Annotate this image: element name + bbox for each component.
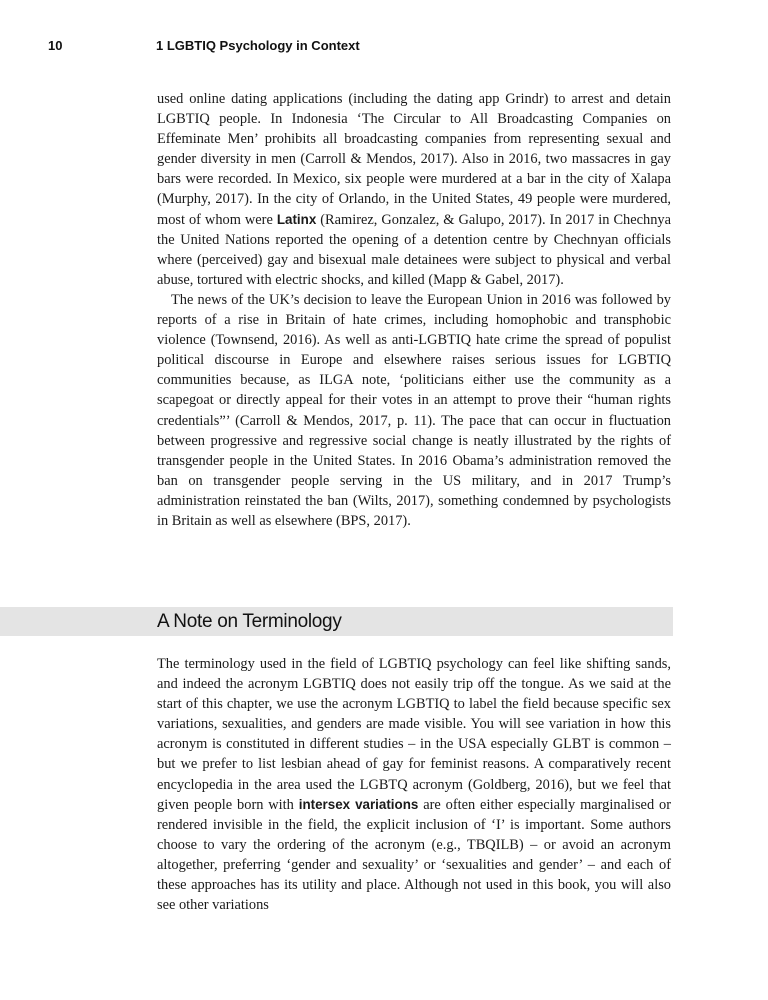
paragraph-text: The terminology used in the field of LGBTIQ psychology can feel like shifting sands, and indeed the acronym LGBTIQ does not easily trip off the tongue. As we said at the start of this chapter, we use the acronym LGBTIQ to label the field because specific sex variations, sexualities, and genders are made visible. You will see variation in how this acronym is constituted in different studies – in the USA especially GLBT is common – but we prefer to list lesbian ahead of gay for feminist reasons. A comparatively recent encyclopedia in the area used the LGBTQ acronym (Goldberg, 2016), but we feel that given people born with: [157, 656, 671, 813]
text-block-lower: [157, 654, 671, 915]
chapter-heading: 1 LGBTIQ Psychology in Context: [156, 38, 360, 53]
text-block-upper: [157, 89, 671, 531]
paragraph-text: are often either especially marginalised or rendered invisible in the field, the explicit inclusion of ‘I’ is important. Some authors choose to vary the ordering of the acronym (e.g., TBQILB) – or avoid an acronym altogether, preferring ‘gender and sexuality’ or ‘sexualities and gender’ – and each of these approaches has its utility and place. Although not used in this book, you will also see other variations: [157, 796, 671, 914]
section-title: A Note on Terminology: [157, 611, 342, 632]
glossary-term-latinx: Latinx: [276, 211, 317, 227]
paragraph: The news of the UK’s decision to leave the European Union in 2016 was followed by reports of a rise in Britain of hate crimes, including homophobic and transphobic violence (Townsend, 2016). As well as anti-LGBTIQ hate crime the spread of populist political discourse in Europe and elsewhere raises serious issues for LGBTIQ communities because, as ILGA note, ‘politicians either use the community as a scapegoat or directly appeal for their votes in an attempt to prove their “human rights credentials”’ (Carroll & Mendos, 2017, p. 11). The pace that can occur in fluctuation between progressive and regressive social change is neatly illustrated by the rights of transgender people in the United States. In 2016 Obama’s administration removed the ban on transgender people serving in the US military, and in 2017 Trump’s administration reinstated the ban (Wilts, 2017), something condemned by psychologists in Britain as well as elsewhere (BPS, 2017).: [157, 291, 671, 529]
section-heading-band: [0, 607, 673, 636]
paragraph: [157, 89, 671, 290]
glossary-term-intersex-variations: intersex variations: [298, 796, 419, 812]
paragraph: [157, 654, 671, 915]
page-number: 10: [48, 38, 63, 53]
paragraph-text: used online dating applications (including the dating app Grindr) to arrest and detain LGBTIQ people. In Indonesia ‘The Circular to All Broadcasting Companies on Effeminate Men’ prohibits all broadcasting companies from representing sexual and gender diversity in men (Carroll & Mendos, 2017). Also in 2016, two massacres in gay bars were recorded. In Mexico, six people were murdered at a bar in the city of Xalapa (Murphy, 2017). In the city of Orlando, in the United States, 49 people were murdered, most of whom were: [157, 91, 671, 228]
paragraph-text: (Ramirez, Gonzalez, & Galupo, 2017). In 2017 in Chechnya the United Nations reported the opening of a detention centre by Chechnyan officials where (perceived) gay and bisexual male detainees were subject to physical and verbal abuse, tortured with electric shocks, and killed (Mapp & Gabel, 2017).: [157, 211, 671, 288]
